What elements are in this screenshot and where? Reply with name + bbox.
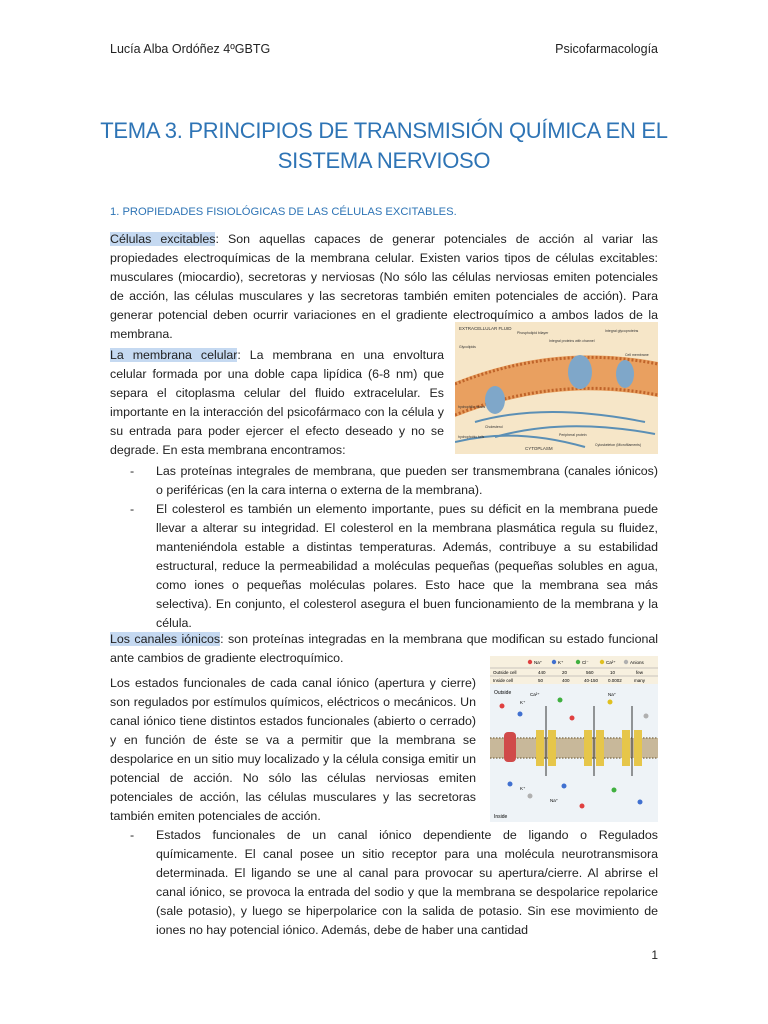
cell: 440 <box>538 670 546 675</box>
legend-cl: Cl⁻ <box>582 660 589 665</box>
label-extracellular-fluid: EXTRACELLULAR FLUID <box>459 326 512 331</box>
header-subject: Psicofarmacología <box>555 42 658 56</box>
section-heading: 1. PROPIEDADES FISIOLÓGICAS DE LAS CÉLULAS EXCITABLES. <box>110 206 457 218</box>
title-line-2: SISTEMA NERVIOSO <box>277 148 491 173</box>
term-celulas-excitables: Células excitables <box>110 232 216 246</box>
outside-label: Outside <box>494 690 512 696</box>
label-peripheral: Peripheral protein <box>559 433 587 437</box>
page-number: 1 <box>651 948 658 962</box>
cell: many <box>634 678 646 683</box>
title-line-1: TEMA 3. PRINCIPIOS DE TRANSMISIÓN QUÍMICA EN EL <box>100 118 668 143</box>
legend-ca: Ca²⁺ <box>606 660 616 665</box>
cell: 10 <box>610 670 616 675</box>
label-hydrophobic: hydrophobic tails <box>458 435 485 439</box>
paragraph-text: : son proteínas integradas en la membrana que modifican su estado funcional ante cambios de gradiente electroquímico. <box>110 632 658 665</box>
cell-membrane-figure <box>455 322 658 454</box>
page-title <box>100 116 668 176</box>
cell: 0.0002 <box>608 678 622 683</box>
legend-na: Na⁺ <box>534 660 543 665</box>
cell: 560 <box>586 670 594 675</box>
cell: 400 <box>562 678 570 683</box>
ion-label-na: Na⁺ <box>608 692 617 697</box>
label-hydrophilic: hydrophilic heads <box>458 405 486 409</box>
label-integral-channel: Integral proteins with channel <box>549 339 595 343</box>
term-canales-ionicos: Los canales iónicos <box>110 632 221 646</box>
term-membrana-celular: La membrana celular <box>110 348 238 362</box>
label-cell-membrane: Cell membrane <box>625 353 649 357</box>
cell: 20 <box>562 670 568 675</box>
label-integral-glycoproteins: Integral glycoproteins <box>605 329 639 333</box>
label-cholesterol: Cholesterol <box>485 425 503 429</box>
list-item-text: El colesterol es también un elemento importante, pues su déficit en la membrana puede llevar a alterar su integridad. El colesterol en la membrana plasmática regula su fluidez, manteniéndola estable a distintas temperaturas. Además, contribuye a su estabilidad estructural, reduce la permeabilidad a moléculas pequeñas (pequeñas solubles en agua, como iones o pequeñas moléculas polares. Esto hace que la membrana sea más selectiva). En conjunto, el colesterol asegura el buen funcionamiento de la membrana y la célula. <box>156 502 658 630</box>
legend-anions: Anions <box>630 660 644 665</box>
inside-label: Inside <box>494 814 508 820</box>
label-cytoplasm: CYTOPLASM <box>525 446 553 451</box>
ion-label-ca: Ca²⁺ <box>530 692 540 697</box>
ion-channel-figure <box>490 656 658 822</box>
cell: 50 <box>538 678 544 683</box>
paragraph-text: : La membrana en una envoltura celular formada por una doble capa lipídica (6-8 nm) que separa el citoplasma celular del fluido extracelular. Es importante en la interacción del psicofármaco con la célula y su entrada para poder ejercer el efecto deseado y no se degrade. En esta membrana encontramos: <box>110 348 444 457</box>
ion-label-k2: K⁺ <box>520 786 526 791</box>
ion-label-na2: Na⁺ <box>550 798 559 803</box>
paragraph-text: : Son aquellas capaces de generar potenciales de acción al variar las propiedades electroquímicas de la membrana celular. Existen varios tipos de células excitables: musculares (miocardio), secretoras y nerviosas (No sólo las células nerviosas emiten potenciales de acción, las células musculares y las secretoras también emiten potenciales de acción). Para generar potencial deben ocurrir variaciones en el gradiente electroquímico a ambos lados de la membrana. <box>110 232 658 341</box>
cell: few <box>636 670 644 675</box>
paragraph-estados-funcionales: Los estados funcionales de cada canal iónico (apertura y cierre) son regulados por estímulos químicos, eléctricos o mecánicos. Un canal iónico tiene distintos estados funcionales (abierto o cerrado) y en función de éste se va a permitir que la membrana se despolarice en un sitio muy localizado y la célula consiga emitir un potencial de acción. No sólo las células nerviosas emiten potenciales de acción, las células musculares y las secretoras también emiten potenciales de acción. <box>110 676 476 823</box>
ion-label-k: K⁺ <box>520 700 526 705</box>
header-author: Lucía Alba Ordóñez 4ºGBTG <box>110 42 271 56</box>
document-page: Lucía Alba Ordóñez 4ºGBTG Psicofarmacología TEMA 3. PRINCIPIOS DE TRANSMISIÓN QUÍMICA EN EL SISTEMA NERVIOSO 1. PROPIEDADES FISIOLÓGICAS DE LAS CÉLULAS EXCITABLES. Células excitables: Son aquellas capaces de generar potenciales de acción al variar las propiedades electroquímicas de la membrana celular. Existen varios tipos de células excitables: musculares (miocardio), secretoras y nerviosas (No sólo las células nerviosas emiten potenciales de acción, las células musculares y las secretoras también emiten potenciales de acción). Para generar potencial deben ocurrir variaciones en el gradiente electroquímico a ambos lados de la membrana. La membrana celular: La membrana en una envoltura celular formada por una doble capa lipídica (6-8 nm) que separa el citoplasma celular del fluido extracelular. Es importante en la interacción del psicofármaco con la célula y su entrada para poder ejercer el efecto deseado y no se degrade. En esta membrana encontramos: EXTRACELLULAR FLUID Phospholipid bilayer Glycolipids Integral proteins with channel Integral glycoproteins Cell membrane hydrophilic heads Cholesterol Peripheral protein hydrophobic tails Cytoskeleton (Microfilaments) CYTOPLASM - Las proteínas integrales de membrana, que pueden ser transmembrana (canales iónicos) o periféricas (en la cara interna o externa de la membrana). - El colesterol es también un elemento importante, pues su déficit en la membrana puede llevar a alterar su integridad. El colesterol en la membrana plasmática regula su fluidez, manteniéndola estable a distintas temperaturas. Además, contribuye a su estabilidad estructural, reduce la permeabilidad a moléculas pequeñas (pequeñas solubles en agua, como iones o pequeñas moléculas polares. Esto hace que la membrana sea más selectiva). En conjunto, el colesterol asegura el buen funcionamiento de la membrana y la célula. Los canales iónicos: son proteínas integradas en la membrana que modifican su estado funcional ante cambios de gradiente electroquímico. Los estados funcionales de cada canal iónico (apertura y cierre) son regulados por estímulos químicos, eléctricos o mecánicos. Un canal iónico tiene distintos estados funcionales (abierto o cerrado) y en función de éste se va a permitir que la membrana se despolarice en un sitio muy localizado y la célula consiga emitir un potencial de acción. No sólo las células nerviosas emiten potenciales de acción, las células musculares y las secretoras también emiten potenciales de acción. Na⁺ K⁺ Cl⁻ Ca²⁺ Anions Outside cell 440 20 560 10 few Inside cell 50 400 40-150 0.0002 many Outside K⁺ Ca²⁺ Na⁺ K⁺ Na⁺ Inside - Estados funcionales de un canal iónico dependiente de ligando o Regulados químicamente. El canal posee un sitio receptor para una molécula neurotransmisora determinada. El ligando se une al canal para provocar su apertura/cierre. Al abrirse el canal iónico, se provoca la entrada del sodio y que la membrana se despolarice repolarice (sale potasio), y luego se hiperpolarice con la salida de potasio. Sin ese movimiento de iones no hay potencial iónico. Además, debe de haber una cantidad 1 <box>100 42 668 962</box>
row-outside-label: Outside cell <box>493 670 517 675</box>
paragraph-membrana-celular <box>110 346 444 460</box>
list-item-text: Estados funcionales de un canal iónico dependiente de ligando o Regulados químicamente. El canal posee un sitio receptor para una molécula neurotransmisora determinada. El ligando se une al canal para provocar su apertura/cierre. Al abrirse el canal iónico, se provoca la entrada del sodio y que la membrana se despolarice repolarice (sale potasio), y luego se hiperpolarice con la salida de potasio. Sin ese movimiento de iones no hay potencial iónico. Además, debe de haber una cantidad <box>156 828 658 937</box>
list-item-text: Las proteínas integrales de membrana, que pueden ser transmembrana (canales iónicos) o periféricas (en la cara interna o externa de la membrana). <box>156 464 658 497</box>
label-cytoskeleton: Cytoskeleton (Microfilaments) <box>595 443 642 447</box>
label-phospholipid: Phospholipid bilayer <box>517 331 549 335</box>
cell: 40-150 <box>584 678 599 683</box>
label-glycolipids: Glycolipids <box>459 345 476 349</box>
legend-k: K⁺ <box>558 660 564 665</box>
row-inside-label: Inside cell <box>493 678 514 683</box>
